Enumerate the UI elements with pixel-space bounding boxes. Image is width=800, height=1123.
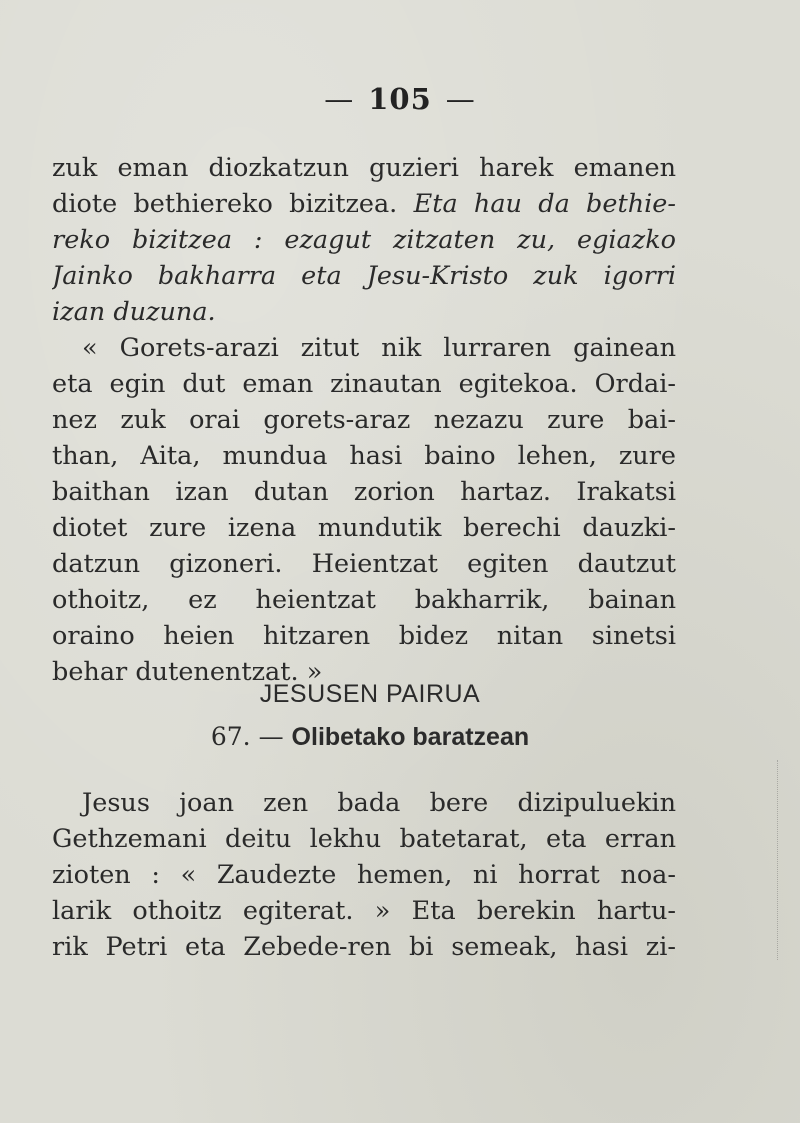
header-dash-left: — — [324, 82, 355, 116]
page-header — [0, 82, 800, 116]
text-line-italic: Eta hau da bethie- — [413, 189, 676, 219]
body-text-top — [52, 150, 676, 690]
text-line: zuk eman diozkatzun guzieri harek emanen — [52, 153, 676, 183]
text-line: othoitz, ez heientzat bakharrik, bainan — [52, 585, 676, 615]
text-line-italic: reko bizitzea : ezagut zitzaten zu, egiazko — [52, 225, 676, 255]
text-line — [52, 186, 676, 222]
text-line: larik othoitz egiterat. » Eta berekin hartu- — [52, 896, 676, 926]
text-line: Gethzemani deitu lekhu batetarat, eta erran — [52, 824, 676, 854]
page-edge-mark — [777, 760, 786, 960]
text-line: rik Petri eta Zebede-ren bi semeak, hasi zi- — [52, 932, 676, 962]
text-line: behar dutenentzat. » — [52, 657, 323, 687]
text-line: baithan izan dutan zorion hartaz. Irakatsi — [52, 477, 676, 507]
subsection-number: 67. — [210, 722, 251, 751]
text-line: than, Aita, mundua hasi baino lehen, zure — [52, 441, 676, 471]
text-line: zioten : « Zaudezte hemen, ni horrat noa- — [52, 860, 676, 890]
text-line: oraino heien hitzaren bidez nitan sinetsi — [52, 621, 676, 651]
text-line-italic: izan duzuna. — [52, 297, 216, 327]
body-text-bottom — [52, 785, 676, 965]
text-line: datzun gizoneri. Heientzat egiten dautzut — [52, 549, 676, 579]
text-line: diotet zure izena mundutik berechi dauzki- — [52, 513, 676, 543]
subsection-dash: — — [258, 722, 284, 751]
subsection-heading — [0, 722, 740, 752]
text-line: Jesus joan zen bada bere dizipuluekin — [82, 788, 676, 818]
section-title: JESUSEN PAIRUA — [259, 680, 481, 708]
header-dash-right: — — [445, 82, 476, 116]
text-line: eta egin dut eman zinautan egitekoa. Ordai- — [52, 369, 676, 399]
text-line-italic: Jainko bakharra eta Jesu-Kristo zuk igorri — [52, 261, 676, 291]
text-line: nez zuk orai gorets-araz nezazu zure bai- — [52, 405, 676, 435]
text-line: « Gorets-arazi zitut nik lurraren gainean — [82, 333, 676, 363]
page-number: 105 — [368, 82, 432, 116]
subsection-title: Olibetako baratzean — [291, 723, 530, 751]
text-line-normal: diote bethiereko bizitzea. — [52, 189, 414, 219]
